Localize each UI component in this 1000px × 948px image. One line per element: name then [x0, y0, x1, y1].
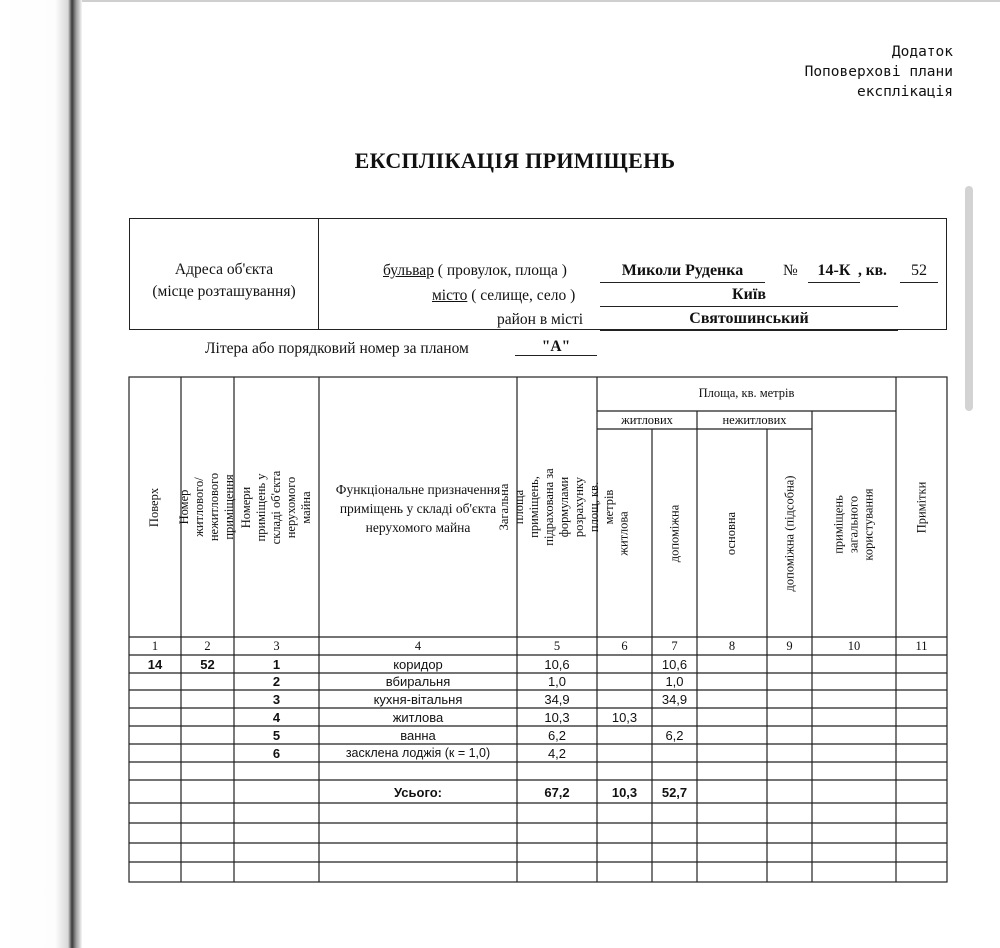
number-sign: № [783, 262, 798, 279]
cell-total: 1,0 [547, 674, 567, 689]
address-separator [318, 219, 319, 329]
header-unit-number [177, 377, 237, 637]
column-number: 2 [204, 639, 211, 653]
column-number: 10 [847, 639, 861, 653]
address-label [130, 259, 318, 303]
document-title: ЕКСПЛІКАЦІЯ ПРИМІЩЕНЬ [354, 148, 676, 173]
cell-total: 6,2 [547, 728, 567, 743]
column-number: 11 [915, 639, 928, 653]
header-floor-text: Поверх [147, 487, 162, 527]
cell-purpose: житлова [392, 710, 444, 725]
cell-total: 34,9 [544, 692, 570, 707]
cell-total: 4,2 [547, 746, 567, 761]
cell-res-main: 10,3 [611, 710, 638, 725]
total-area: 67,2 [544, 785, 570, 800]
cell-purpose: засклена лоджія (к = 1,0) [345, 746, 491, 760]
header-area-group: Площа, кв. метрів [698, 386, 795, 400]
apartment-label: , кв. [858, 262, 887, 279]
header-room-numbers-text: Номери приміщень у складі об'єкта нерухомого майна [239, 470, 313, 544]
header-residential: житлових [621, 413, 673, 427]
city-name: Київ [732, 286, 766, 303]
header-total-area-text: Загальна площа приміщень, підрахована за формулами розрахунку площ, кв. метрів [497, 468, 616, 546]
header-nonres-aux-text: допоміжна (підсобна) [782, 475, 796, 591]
cell-res-aux: 1,0 [665, 674, 684, 689]
column-number: 6 [621, 639, 628, 653]
scan-top-edge [82, 0, 1000, 2]
header-res-main-text: житлова [616, 510, 631, 556]
district-label: район в місті [497, 311, 584, 328]
street-type-main: бульвар [383, 262, 434, 279]
header-nonres-main [697, 429, 767, 637]
cell-total: 10,6 [544, 657, 570, 672]
cell-floor: 14 [147, 657, 163, 672]
cell-room: 6 [272, 746, 281, 761]
cell-unit: 52 [200, 657, 215, 672]
header-room-numbers [234, 377, 319, 637]
apartment-underline [900, 282, 938, 283]
litera-label: Літера або порядковий номер за планом [205, 340, 469, 357]
appendix-line-2: Поповерхові плани [804, 64, 953, 80]
cell-res-aux: 34,9 [661, 692, 688, 707]
column-number: 3 [273, 639, 280, 653]
header-common-use-text: приміщень загального користування [831, 487, 876, 561]
appendix-line-3: експлікація [856, 84, 953, 100]
litera-underline [515, 355, 597, 356]
header-notes-text: Примітки [914, 481, 929, 533]
header-res-aux-text: допоміжна [667, 504, 682, 562]
street-name: Миколи Руденка [621, 262, 744, 279]
column-number: 7 [671, 639, 678, 653]
header-purpose: Функціональне призначення приміщень у складі об'єкта нерухомого майна [335, 482, 501, 535]
total-res-aux: 52,7 [661, 785, 688, 800]
address-label-line-1: Адреса об'єкта [174, 261, 274, 278]
header-nonres-main-text: основна [724, 511, 739, 555]
total-label: Усього: [394, 785, 442, 800]
cell-res-aux: 6,2 [665, 728, 684, 743]
apartment-number: 52 [911, 262, 927, 279]
litera-value: "А" [541, 338, 571, 355]
street-type [383, 262, 567, 280]
cell-purpose: вбиральня [385, 674, 451, 689]
cell-res-aux: 10,6 [661, 657, 688, 672]
cell-purpose: коридор [393, 657, 443, 672]
header-nonresidential: нежитлових [722, 413, 787, 427]
cell-room: 2 [272, 674, 281, 689]
column-number: 9 [786, 639, 793, 653]
header-common-use [812, 411, 896, 637]
city-type-alt: ( селище, село ) [467, 287, 576, 304]
header-res-main [597, 429, 652, 637]
appendix-line-1: Додаток [891, 44, 953, 60]
address-label-line-2: (місце розташування) [152, 283, 296, 300]
district-underline [600, 330, 898, 331]
cell-purpose: ванна [400, 728, 436, 743]
scan-binding-edge [0, 0, 82, 948]
cell-room: 1 [272, 657, 281, 672]
cell-room: 3 [272, 692, 281, 707]
cell-room: 4 [272, 710, 281, 725]
column-number: 5 [553, 639, 561, 653]
column-number: 8 [728, 639, 736, 653]
street-name-underline [600, 282, 765, 283]
header-nonres-aux [767, 429, 812, 637]
header-total-area [497, 377, 616, 637]
scrollbar-thumb[interactable] [965, 186, 973, 411]
appendix-note [805, 42, 953, 102]
house-number: 14-К [817, 262, 851, 279]
header-notes [896, 377, 947, 637]
header-floor [129, 377, 181, 637]
district-name: Святошинський [689, 310, 809, 327]
total-res-main: 10,3 [611, 785, 638, 800]
city-type [432, 287, 575, 305]
city-type-main: місто [432, 287, 468, 304]
cell-purpose: кухня-вітальня [373, 692, 463, 707]
header-res-aux [652, 429, 697, 637]
house-number-underline [808, 282, 860, 283]
cell-room: 5 [272, 728, 281, 743]
column-number: 4 [414, 639, 422, 653]
column-number: 1 [151, 639, 159, 653]
header-unit-number-text: Номер житлового/нежитлового приміщення [177, 472, 237, 542]
street-type-alt: ( провулок, площа ) [433, 262, 567, 279]
city-underline [600, 306, 898, 307]
cell-total: 10,3 [544, 710, 570, 725]
